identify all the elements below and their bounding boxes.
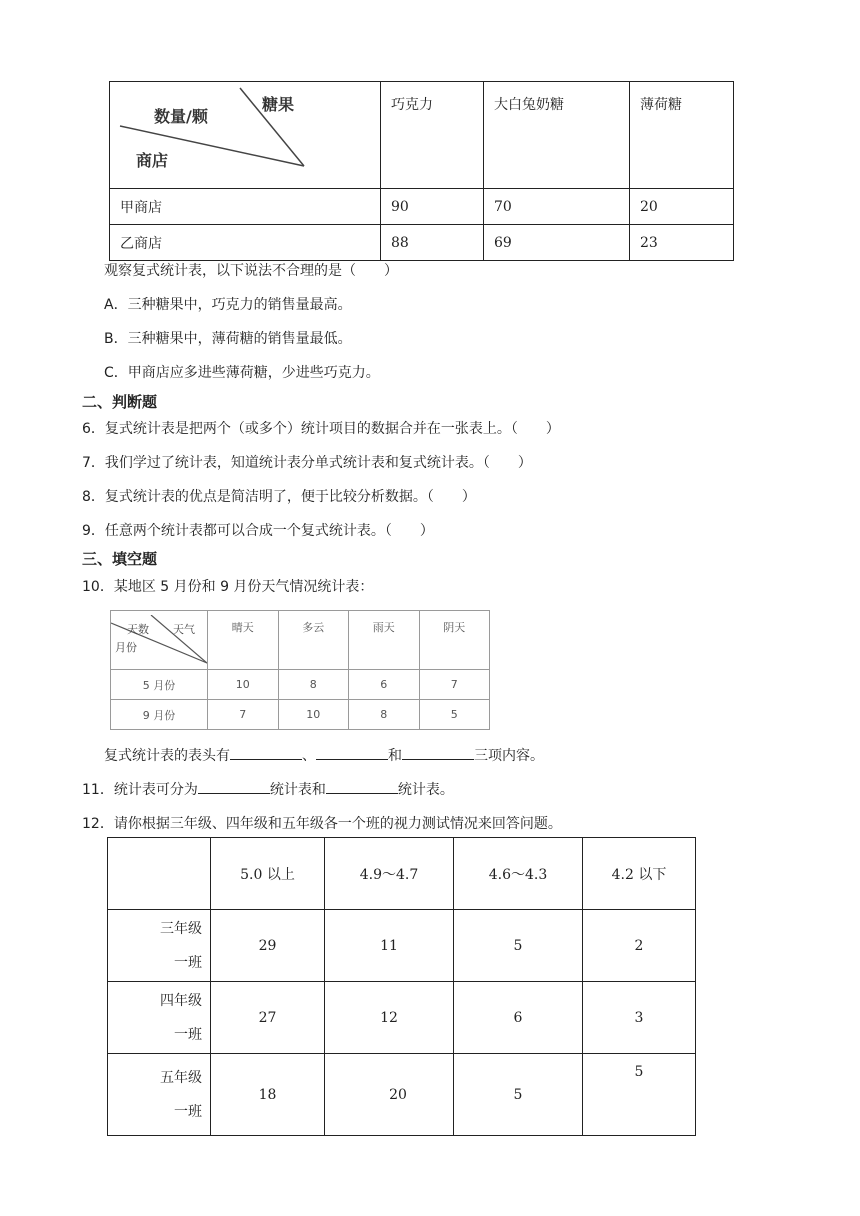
row-header (108, 1054, 211, 1136)
cell: 69 (484, 225, 630, 261)
col-header: 多云 (278, 611, 349, 670)
col-header: 巧克力 (381, 82, 484, 189)
cell: 7 (419, 670, 490, 700)
row-header: 甲商店 (110, 189, 381, 225)
corner-label-quantity: 数量/颗 (154, 107, 208, 126)
col-header: 晴天 (208, 611, 279, 670)
cell: 5 (454, 910, 583, 982)
col-header: 4.2 以下 (583, 838, 696, 910)
col-header: 雨天 (349, 611, 420, 670)
row-header (108, 910, 211, 982)
cell: 8 (278, 670, 349, 700)
cell: 70 (484, 189, 630, 225)
question-item: 6．复式统计表是把两个（或多个）统计项目的数据合并在一张表上。（ ） (82, 421, 560, 437)
fill-text: 三项内容。 (474, 748, 544, 764)
question-item: 8．复式统计表的优点是简洁明了，便于比较分析数据。（ ） (82, 489, 476, 505)
class-label: 一班 (174, 1026, 202, 1043)
corner-label-candy: 糖果 (262, 95, 295, 114)
col-header: 4.9～4.7 (325, 838, 454, 910)
fill-in-line (104, 745, 544, 765)
row-header (108, 982, 211, 1054)
cell: 2 (583, 910, 696, 982)
col-header: 阴天 (419, 611, 490, 670)
table-row (108, 1054, 696, 1136)
cell: 27 (211, 982, 325, 1054)
answer-blank[interactable] (326, 779, 398, 794)
corner-label-days: 天数 (127, 623, 149, 636)
grade-label: 四年级 (160, 992, 202, 1009)
section-heading: 二、判断题 (82, 393, 158, 411)
fill-text: 、 (302, 748, 316, 764)
cell: 23 (630, 225, 734, 261)
cell: 20 (630, 189, 734, 225)
col-header: 4.6～4.3 (454, 838, 583, 910)
cell: 6 (454, 982, 583, 1054)
table-row (111, 670, 490, 700)
grade-label: 三年级 (160, 920, 202, 937)
vision-test-table (107, 837, 696, 1136)
answer-blank[interactable] (402, 745, 474, 760)
table-row (108, 910, 696, 982)
cell: 10 (278, 700, 349, 730)
table-row (111, 700, 490, 730)
cell: 10 (208, 670, 279, 700)
cell: 18 (211, 1054, 325, 1136)
table-row (110, 225, 734, 261)
class-label: 一班 (174, 1103, 202, 1120)
cell: 5 (419, 700, 490, 730)
fill-text: 11．统计表可分为 (82, 782, 198, 798)
section-heading: 三、填空题 (82, 550, 158, 568)
cell: 11 (325, 910, 454, 982)
row-header: 9 月份 (111, 700, 208, 730)
col-header: 薄荷糖 (630, 82, 734, 189)
col-header: 大白兔奶糖 (484, 82, 630, 189)
candy-sales-table (109, 81, 734, 261)
cell: 88 (381, 225, 484, 261)
question-item: 7．我们学过了统计表，知道统计表分单式统计表和复式统计表。（ ） (82, 455, 532, 471)
corner-label-month: 月份 (115, 641, 137, 654)
question-stem: 观察复式统计表，以下说法不合理的是（ ） (104, 263, 398, 279)
question-stem: 10．某地区 5 月份和 9 月份天气情况统计表： (82, 579, 374, 595)
fill-text: 统计表。 (397, 782, 454, 798)
cell: 5 (583, 1054, 696, 1136)
table-corner-header (110, 82, 381, 189)
corner-label-store: 商店 (136, 151, 169, 170)
cell: 6 (349, 670, 420, 700)
option-b: B．三种糖果中，薄荷糖的销售量最低。 (104, 331, 352, 347)
answer-blank[interactable] (198, 779, 270, 794)
weather-table-image (110, 610, 490, 722)
cell: 90 (381, 189, 484, 225)
row-header: 乙商店 (110, 225, 381, 261)
grade-label: 五年级 (160, 1069, 202, 1086)
col-header: 5.0 以上 (211, 838, 325, 910)
table-corner-header (108, 838, 211, 910)
fill-text: 和 (388, 748, 402, 764)
corner-label-weather: 天气 (173, 623, 195, 636)
weather-table (110, 610, 490, 730)
row-header: 5 月份 (111, 670, 208, 700)
fill-text: 统计表和 (269, 782, 326, 798)
cell: 20 (325, 1054, 454, 1136)
class-label: 一班 (174, 954, 202, 971)
cell: 3 (583, 982, 696, 1054)
cell: 8 (349, 700, 420, 730)
table-row (108, 982, 696, 1054)
answer-blank[interactable] (230, 745, 302, 760)
option-c: C．甲商店应多进些薄荷糖，少进些巧克力。 (104, 365, 380, 381)
fill-text: 复式统计表的表头有 (104, 748, 230, 764)
cell: 12 (325, 982, 454, 1054)
cell: 5 (454, 1054, 583, 1136)
question-stem: 12．请你根据三年级、四年级和五年级各一个班的视力测试情况来回答问题。 (82, 816, 562, 832)
table-row (110, 189, 734, 225)
fill-in-line (82, 779, 454, 799)
table-corner-header (111, 611, 208, 670)
cell: 29 (211, 910, 325, 982)
option-a: A．三种糖果中，巧克力的销售量最高。 (104, 297, 352, 313)
cell: 7 (208, 700, 279, 730)
answer-blank[interactable] (316, 745, 388, 760)
question-item: 9．任意两个统计表都可以合成一个复式统计表。（ ） (82, 523, 434, 539)
